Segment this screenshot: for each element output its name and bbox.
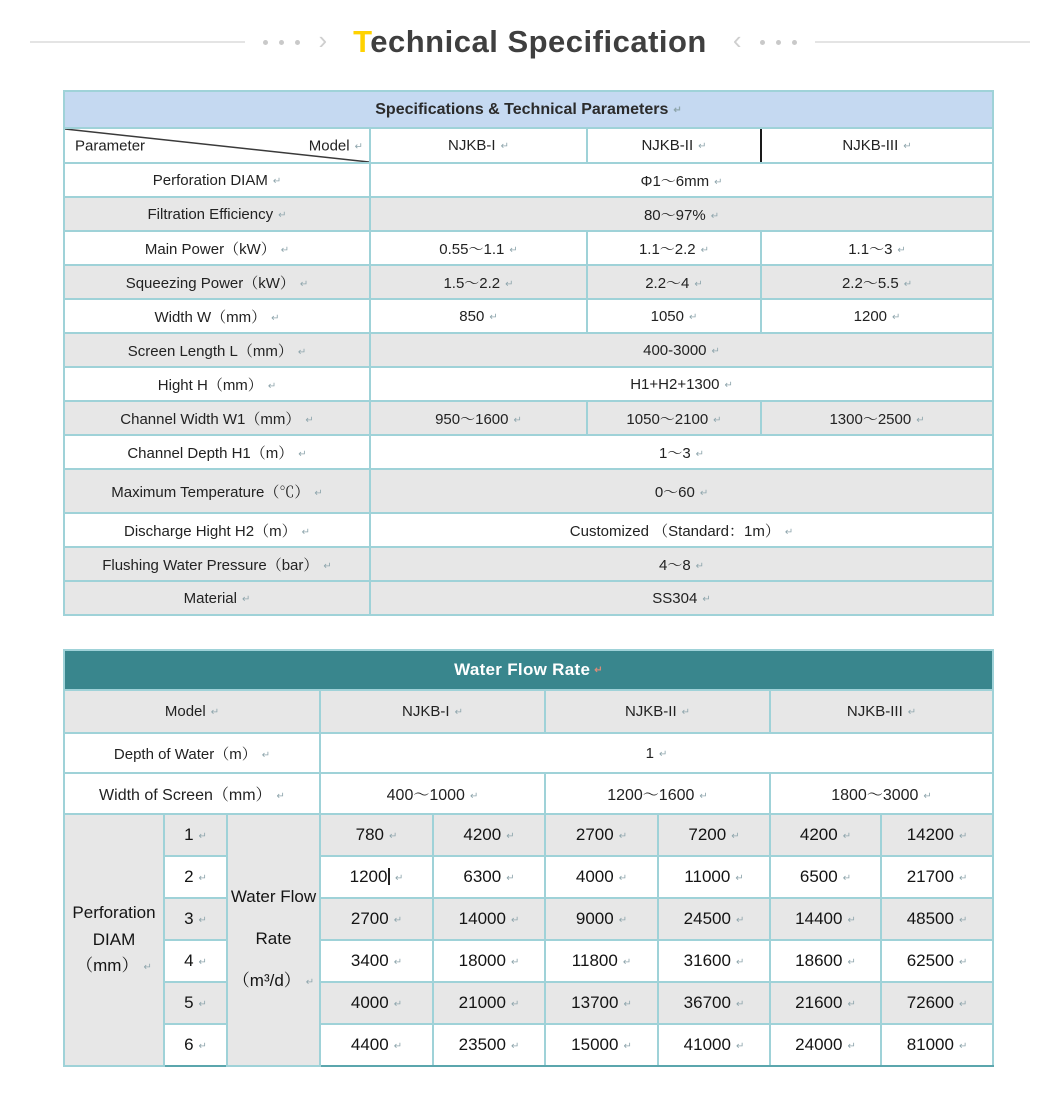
model-header: NJKB-II ↵ <box>587 128 761 163</box>
row-value: 1～3 ↵ <box>370 435 993 469</box>
row-value: 1050～2100 ↵ <box>587 401 761 435</box>
row-value: 950～1600 ↵ <box>370 401 587 435</box>
flow-table-title-row <box>64 650 993 690</box>
row-label: Depth of Water（m） ↵ <box>64 733 320 773</box>
table-row <box>64 401 993 435</box>
corner-cell <box>64 128 370 163</box>
perforation-diam-header: Perforation DIAM（mm） ↵ <box>64 814 164 1066</box>
table-row <box>64 547 993 581</box>
dot-icon <box>295 40 300 45</box>
row-label: Discharge Hight H2（m） ↵ <box>64 513 370 547</box>
flow-value: 62500 ↵ <box>881 940 993 982</box>
flow-value: 14000 ↵ <box>433 898 545 940</box>
spec-table-title-row <box>64 91 993 128</box>
spec-model-row <box>64 128 993 163</box>
table-row <box>64 197 993 231</box>
model-header: NJKB-III ↵ <box>770 690 993 733</box>
dot-icon <box>792 40 797 45</box>
flow-value: 23500 ↵ <box>433 1024 545 1066</box>
flow-data-row <box>64 940 993 982</box>
model-header: NJKB-I ↵ <box>320 690 545 733</box>
flow-value: 11800 ↵ <box>545 940 658 982</box>
row-value: 2.2～4 ↵ <box>587 265 761 299</box>
flow-value: 4200 ↵ <box>770 814 881 856</box>
row-value: 1.5～2.2 ↵ <box>370 265 587 299</box>
table-row <box>64 581 993 615</box>
model-header: NJKB-III ↵ <box>761 128 993 163</box>
row-value: H1+H2+1300 ↵ <box>370 367 993 401</box>
row-label: Material ↵ <box>64 581 370 615</box>
flow-value: 21700 ↵ <box>881 856 993 898</box>
flow-value: 4000 ↵ <box>545 856 658 898</box>
flow-value: 6300 ↵ <box>433 856 545 898</box>
flow-value: 14400 ↵ <box>770 898 881 940</box>
flow-value: 41000 ↵ <box>658 1024 770 1066</box>
flow-data-row <box>64 814 993 856</box>
diam-size: 4 ↵ <box>164 940 227 982</box>
table-row <box>64 513 993 547</box>
row-label: Flushing Water Pressure（bar） ↵ <box>64 547 370 581</box>
flow-value: 4400 ↵ <box>320 1024 433 1066</box>
diam-size: 6 ↵ <box>164 1024 227 1066</box>
title-bar <box>0 18 1060 66</box>
flow-data-row <box>64 898 993 940</box>
flow-value: 11000 ↵ <box>658 856 770 898</box>
spec-table <box>63 90 994 616</box>
row-label: Hight H（mm） ↵ <box>64 367 370 401</box>
flow-table-title: Water Flow Rate ↵ <box>64 650 993 690</box>
flow-value: 1200 ↵ <box>320 856 433 898</box>
flow-value: 3400 ↵ <box>320 940 433 982</box>
model-header: NJKB-II ↵ <box>545 690 770 733</box>
row-value: 2.2～5.5 ↵ <box>761 265 993 299</box>
row-value: 0～60 ↵ <box>370 469 993 513</box>
row-label: Width of Screen（mm） ↵ <box>64 773 320 814</box>
diam-size: 1 ↵ <box>164 814 227 856</box>
row-value: 80～97% ↵ <box>370 197 993 231</box>
row-value: 1 ↵ <box>320 733 993 773</box>
flow-data-row <box>64 982 993 1024</box>
model-label: Model ↵ <box>64 690 320 733</box>
flow-value: 81000 ↵ <box>881 1024 993 1066</box>
flow-value: 4000 ↵ <box>320 982 433 1024</box>
flow-value: 72600 ↵ <box>881 982 993 1024</box>
chevron-left-icon: ‹ <box>732 25 742 55</box>
row-value: SS304 ↵ <box>370 581 993 615</box>
row-label: Squeezing Power（kW） ↵ <box>64 265 370 299</box>
row-value: 1300～2500 ↵ <box>761 401 993 435</box>
depth-of-water-row <box>64 733 993 773</box>
row-label: Channel Depth H1（m） ↵ <box>64 435 370 469</box>
row-label: Width W（mm） ↵ <box>64 299 370 333</box>
spec-table-title: Specifications & Technical Parameters ↵ <box>64 91 993 128</box>
row-value: 0.55～1.1 ↵ <box>370 231 587 265</box>
row-value: Φ1～6mm ↵ <box>370 163 993 197</box>
flow-value: 48500 ↵ <box>881 898 993 940</box>
diam-size: 2 ↵ <box>164 856 227 898</box>
dot-icon <box>776 40 781 45</box>
table-row <box>64 265 993 299</box>
dots-left <box>257 40 306 45</box>
flow-value: 6500 ↵ <box>770 856 881 898</box>
flow-data-row <box>64 1024 993 1066</box>
flow-value: 15000 ↵ <box>545 1024 658 1066</box>
row-value: 4～8 ↵ <box>370 547 993 581</box>
row-value: Customized （Standard：1m） ↵ <box>370 513 993 547</box>
flow-value: 21600 ↵ <box>770 982 881 1024</box>
flow-value: 7200 ↵ <box>658 814 770 856</box>
divider-line-right <box>815 41 1030 43</box>
flow-value: 14200 ↵ <box>881 814 993 856</box>
row-label: Channel Width W1（mm） ↵ <box>64 401 370 435</box>
flow-value: 18600 ↵ <box>770 940 881 982</box>
flow-value: 24500 ↵ <box>658 898 770 940</box>
diam-size: 3 ↵ <box>164 898 227 940</box>
chevron-right-icon: › <box>318 25 328 55</box>
flow-table <box>63 649 994 1067</box>
flow-value: 2700 ↵ <box>320 898 433 940</box>
width-of-screen-row <box>64 773 993 814</box>
row-value: 400-3000 ↵ <box>370 333 993 367</box>
flow-value: 4200 ↵ <box>433 814 545 856</box>
table-row <box>64 163 993 197</box>
title-rest: echnical Specification <box>370 24 707 59</box>
table-row <box>64 469 993 513</box>
row-value: 1200～1600 ↵ <box>545 773 770 814</box>
table-row <box>64 299 993 333</box>
flow-data-row <box>64 856 993 898</box>
row-value: 1050 ↵ <box>587 299 761 333</box>
dot-icon <box>279 40 284 45</box>
table-row <box>64 435 993 469</box>
flow-value: 18000 ↵ <box>433 940 545 982</box>
flow-value: 2700 ↵ <box>545 814 658 856</box>
table-row <box>64 333 993 367</box>
row-label: Screen Length L（mm） ↵ <box>64 333 370 367</box>
row-value: 1.1～3 ↵ <box>761 231 993 265</box>
row-label: Maximum Temperature（℃） ↵ <box>64 469 370 513</box>
flow-value: 31600 ↵ <box>658 940 770 982</box>
title-highlight-letter: T <box>353 24 371 59</box>
row-label: Filtration Efficiency ↵ <box>64 197 370 231</box>
water-flow-rate-header: Water Flow Rate（m³/d） ↵ <box>227 814 320 1066</box>
row-value: 1800～3000 ↵ <box>770 773 993 814</box>
table-row <box>64 367 993 401</box>
diam-size: 5 ↵ <box>164 982 227 1024</box>
table-row <box>64 231 993 265</box>
model-header: NJKB-I ↵ <box>370 128 587 163</box>
row-value: 400～1000 ↵ <box>320 773 545 814</box>
flow-value: 36700 ↵ <box>658 982 770 1024</box>
dots-right <box>754 40 803 45</box>
flow-value: 21000 ↵ <box>433 982 545 1024</box>
corner-model-label: Model ↵ <box>309 137 363 154</box>
row-value: 1200 ↵ <box>761 299 993 333</box>
dot-icon <box>263 40 268 45</box>
flow-value: 24000 ↵ <box>770 1024 881 1066</box>
row-value: 850 ↵ <box>370 299 587 333</box>
divider-line-left <box>30 41 245 43</box>
flow-value: 13700 ↵ <box>545 982 658 1024</box>
dot-icon <box>760 40 765 45</box>
row-label: Main Power（kW） ↵ <box>64 231 370 265</box>
corner-parameter-label: Parameter <box>75 137 146 154</box>
row-value: 1.1～2.2 ↵ <box>587 231 761 265</box>
page-title <box>339 24 721 60</box>
flow-model-row <box>64 690 993 733</box>
flow-value: 780 ↵ <box>320 814 433 856</box>
row-label: Perforation DIAM ↵ <box>64 163 370 197</box>
flow-value: 9000 ↵ <box>545 898 658 940</box>
